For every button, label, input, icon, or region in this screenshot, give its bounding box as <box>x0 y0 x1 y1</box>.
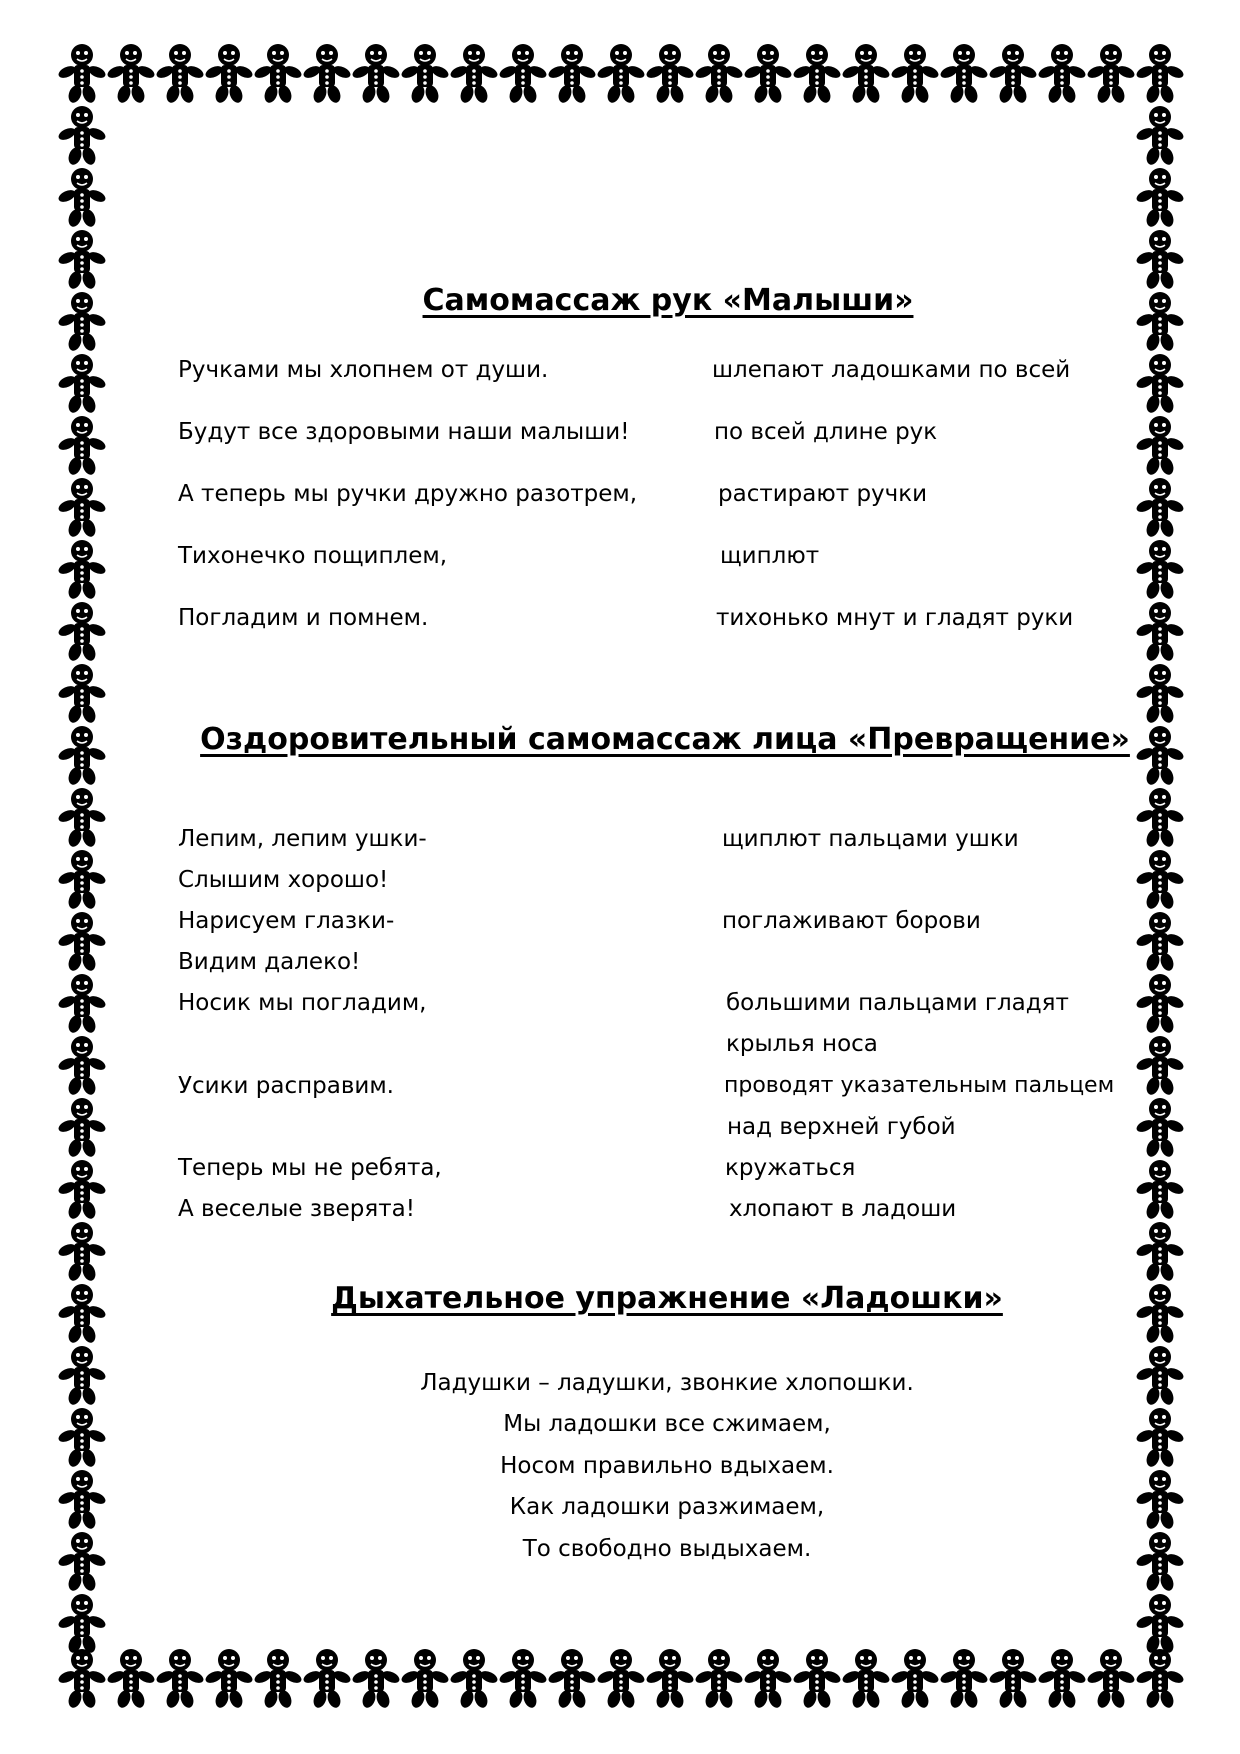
gingerbread-man-icon <box>694 1649 745 1710</box>
gingerbread-man-icon <box>939 1649 990 1710</box>
gingerbread-man-icon <box>204 1649 255 1710</box>
gingerbread-man-icon <box>498 44 549 105</box>
gingerbread-man-icon <box>1135 1284 1186 1345</box>
gingerbread-man-icon <box>988 1649 1039 1710</box>
gingerbread-man-icon <box>890 44 941 105</box>
gingerbread-man-icon <box>645 44 696 105</box>
gingerbread-man-icon <box>57 230 108 291</box>
gingerbread-man-icon <box>57 850 108 911</box>
gingerbread-man-icon <box>1135 540 1186 601</box>
gingerbread-man-icon <box>1135 1346 1186 1407</box>
gingerbread-man-icon <box>57 1284 108 1345</box>
gingerbread-man-icon <box>57 788 108 849</box>
face-verse-6: Усики расправим. <box>178 1073 394 1099</box>
face-action-6: над верхней губой <box>727 1114 956 1140</box>
gingerbread-man-icon <box>106 44 157 105</box>
gingerbread-man-icon <box>596 1649 647 1710</box>
gingerbread-man-icon <box>1135 478 1186 539</box>
gingerbread-man-icon <box>939 44 990 105</box>
gingerbread-man-icon <box>57 1649 108 1710</box>
gingerbread-man-icon <box>1135 974 1186 1035</box>
gingerbread-man-icon <box>57 1036 108 1097</box>
gingerbread-man-icon <box>57 974 108 1035</box>
face-verse-5: Носик мы погладим, <box>178 990 427 1016</box>
hands-verse-2: Будут все здоровыми наши малыши! <box>178 419 630 445</box>
gingerbread-man-icon <box>57 1098 108 1159</box>
gingerbread-man-icon <box>645 1649 696 1710</box>
face-verse-4: Видим далеко! <box>178 949 361 975</box>
hands-verse-5: Погладим и помнем. <box>178 605 429 631</box>
gingerbread-man-icon <box>841 1649 892 1710</box>
gingerbread-man-icon <box>1135 416 1186 477</box>
gingerbread-man-icon <box>1135 292 1186 353</box>
gingerbread-man-icon <box>1135 1036 1186 1097</box>
face-action-1: щиплют пальцами ушки <box>722 826 1019 852</box>
gingerbread-man-icon <box>155 1649 206 1710</box>
gingerbread-man-icon <box>596 44 647 105</box>
gingerbread-man-icon <box>1135 44 1186 105</box>
gingerbread-man-icon <box>547 44 598 105</box>
section-title-hands-massage: Самомассаж рук «Малыши» <box>422 283 914 318</box>
hands-verse-4: Тихонечко пощиплем, <box>178 543 448 569</box>
gingerbread-man-icon <box>57 912 108 973</box>
gingerbread-man-icon <box>743 1649 794 1710</box>
hands-action-3: растирают ручки <box>718 481 928 507</box>
gingerbread-man-icon <box>253 1649 304 1710</box>
face-verse-3: Нарисуем глазки- <box>178 908 395 934</box>
gingerbread-man-icon <box>57 416 108 477</box>
gingerbread-man-icon <box>57 478 108 539</box>
hands-action-2: по всей длине рук <box>714 419 938 445</box>
gingerbread-man-icon <box>351 44 402 105</box>
gingerbread-man-icon <box>57 1160 108 1221</box>
gingerbread-man-icon <box>253 44 304 105</box>
gingerbread-man-icon <box>988 44 1039 105</box>
face-action-3: большими пальцами гладят <box>726 990 1069 1016</box>
gingerbread-man-icon <box>449 1649 500 1710</box>
gingerbread-man-icon <box>1037 1649 1088 1710</box>
gingerbread-man-icon <box>841 44 892 105</box>
gingerbread-man-icon <box>792 44 843 105</box>
gingerbread-man-icon <box>1135 230 1186 291</box>
gingerbread-man-icon <box>57 292 108 353</box>
gingerbread-man-icon <box>155 44 206 105</box>
gingerbread-man-icon <box>890 1649 941 1710</box>
hands-action-1: шлепают ладошками по всей <box>712 357 1071 383</box>
gingerbread-man-icon <box>1135 1408 1186 1469</box>
gingerbread-man-icon <box>1135 1532 1186 1593</box>
face-verse-8: А веселые зверята! <box>178 1196 415 1222</box>
gingerbread-man-icon <box>57 168 108 229</box>
gingerbread-man-icon <box>547 1649 598 1710</box>
gingerbread-man-icon <box>1135 850 1186 911</box>
face-action-7: кружаться <box>725 1155 856 1181</box>
gingerbread-man-icon <box>1135 1470 1186 1531</box>
face-verse-7: Теперь мы не ребята, <box>178 1155 442 1181</box>
gingerbread-man-icon <box>302 1649 353 1710</box>
gingerbread-man-icon <box>1135 106 1186 167</box>
gingerbread-man-icon <box>1135 1160 1186 1221</box>
breathing-line-4: Как ладошки разжимаем, <box>509 1494 825 1520</box>
gingerbread-man-icon <box>449 44 500 105</box>
breathing-line-1: Ладушки – ладушки, звонкие хлопошки. <box>420 1370 914 1396</box>
face-verse-2: Слышим хорошо! <box>178 867 389 893</box>
gingerbread-man-icon <box>1135 664 1186 725</box>
gingerbread-man-icon <box>1135 168 1186 229</box>
gingerbread-man-icon <box>302 44 353 105</box>
gingerbread-man-icon <box>498 1649 549 1710</box>
gingerbread-man-icon <box>1086 1649 1137 1710</box>
hands-verse-3: А теперь мы ручки дружно разотрем, <box>178 481 638 507</box>
gingerbread-man-icon <box>1135 912 1186 973</box>
hands-verse-1: Ручками мы хлопнем от души. <box>178 357 549 383</box>
face-action-5: проводят указательным пальцем <box>724 1073 1115 1098</box>
gingerbread-man-icon <box>1135 726 1186 787</box>
gingerbread-man-icon <box>792 1649 843 1710</box>
hands-action-4: щиплют <box>720 543 820 569</box>
gingerbread-man-icon <box>57 1594 108 1655</box>
section-title-face-massage: Оздоровительный самомассаж лица «Превращение» <box>200 722 1130 757</box>
gingerbread-man-icon <box>57 726 108 787</box>
gingerbread-man-icon <box>1135 788 1186 849</box>
gingerbread-man-icon <box>57 1346 108 1407</box>
gingerbread-man-icon <box>400 1649 451 1710</box>
gingerbread-man-icon <box>743 44 794 105</box>
gingerbread-man-icon <box>57 1222 108 1283</box>
gingerbread-man-icon <box>57 602 108 663</box>
gingerbread-man-icon <box>400 44 451 105</box>
section-title-breathing: Дыхательное упражнение «Ладошки» <box>331 1281 1003 1316</box>
gingerbread-man-icon <box>57 1532 108 1593</box>
gingerbread-man-icon <box>57 1470 108 1531</box>
gingerbread-man-icon <box>1135 1649 1186 1710</box>
breathing-line-3: Носом правильно вдыхаем. <box>500 1453 834 1479</box>
gingerbread-man-icon <box>57 1408 108 1469</box>
hands-action-5: тихонько мнут и гладят руки <box>716 605 1074 631</box>
gingerbread-man-icon <box>694 44 745 105</box>
gingerbread-man-icon <box>57 354 108 415</box>
gingerbread-man-icon <box>1135 602 1186 663</box>
breathing-line-5: То свободно выдыхаем. <box>522 1536 812 1562</box>
gingerbread-man-icon <box>57 540 108 601</box>
face-action-2: поглаживают борови <box>722 908 981 934</box>
gingerbread-man-icon <box>1135 1222 1186 1283</box>
gingerbread-man-icon <box>1086 44 1137 105</box>
breathing-line-2: Мы ладошки все сжимаем, <box>503 1411 831 1437</box>
gingerbread-man-icon <box>351 1649 402 1710</box>
gingerbread-man-icon <box>57 44 108 105</box>
gingerbread-man-icon <box>1135 1594 1186 1655</box>
gingerbread-man-icon <box>1037 44 1088 105</box>
gingerbread-man-icon <box>57 106 108 167</box>
gingerbread-man-icon <box>57 664 108 725</box>
gingerbread-man-icon <box>1135 354 1186 415</box>
gingerbread-man-icon <box>106 1649 157 1710</box>
gingerbread-man-icon <box>1135 1098 1186 1159</box>
face-verse-1: Лепим, лепим ушки- <box>178 826 427 852</box>
face-action-8: хлопают в ладоши <box>729 1196 957 1222</box>
gingerbread-man-icon <box>204 44 255 105</box>
face-action-4: крылья носа <box>726 1031 878 1057</box>
